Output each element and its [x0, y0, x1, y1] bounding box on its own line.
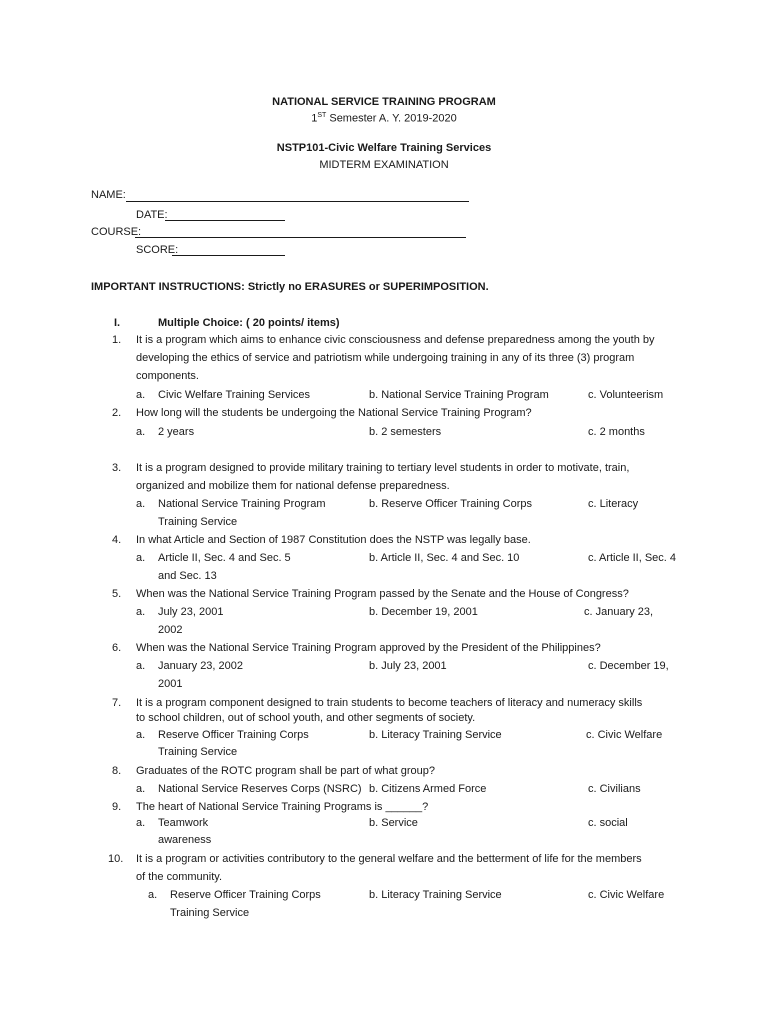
option-b[interactable]: b. Citizens Armed Force — [369, 783, 487, 795]
question-text: It is a program designed to provide military training to tertiary level students in order to motivate, train, — [136, 462, 630, 474]
question-number: 3. — [112, 462, 122, 474]
question-text: The heart of National Service Training Programs is ______? — [136, 801, 429, 813]
option-b[interactable]: b. July 23, 2001 — [369, 660, 447, 672]
option-a-marker: a. — [148, 889, 158, 901]
option-b[interactable]: b. Literacy Training Service — [369, 729, 502, 741]
question-text: It is a program component designed to train students to become teachers of literacy and numeracy skills — [136, 697, 643, 709]
option-a-marker: a. — [136, 817, 146, 829]
option-a[interactable]: Civic Welfare Training Services — [158, 389, 311, 401]
question-text: How long will the students be undergoing the National Service Training Program? — [136, 407, 532, 419]
question-text: components. — [136, 370, 199, 382]
option-b[interactable]: b. 2 semesters — [369, 426, 442, 438]
option-a[interactable]: Reserve Officer Training Corps — [170, 889, 321, 901]
option-c-continuation: and Sec. 13 — [158, 570, 217, 582]
question-number: 6. — [112, 642, 122, 654]
question-number: 1. — [112, 334, 122, 346]
option-c[interactable]: c. Volunteerism — [588, 389, 664, 401]
question-text: of the community. — [136, 871, 222, 883]
option-a[interactable]: January 23, 2002 — [158, 660, 244, 672]
section-title: Multiple Choice: ( 20 points/ items) — [158, 317, 340, 329]
option-c-continuation: 2002 — [158, 624, 183, 636]
question-number: 9. — [112, 801, 122, 813]
question-number: 4. — [112, 534, 122, 546]
option-a-marker: a. — [136, 426, 146, 438]
option-c[interactable]: c. Literacy — [588, 498, 639, 510]
option-c[interactable]: c. January 23, — [584, 606, 654, 618]
course-blank[interactable] — [135, 237, 466, 238]
instructions: IMPORTANT INSTRUCTIONS: Strictly no ERASURES or SUPERIMPOSITION. — [91, 281, 489, 293]
option-a-marker: a. — [136, 552, 146, 564]
option-a-marker: a. — [136, 729, 146, 741]
option-b[interactable]: b. National Service Training Program — [369, 389, 549, 401]
program-title: NATIONAL SERVICE TRAINING PROGRAM — [272, 96, 496, 108]
option-c-continuation: Training Service — [158, 746, 238, 758]
option-b[interactable]: b. Reserve Officer Training Corps — [369, 498, 533, 510]
option-c[interactable]: c. Civic Welfare — [588, 889, 665, 901]
option-a-marker: a. — [136, 498, 146, 510]
option-a[interactable]: National Service Training Program — [158, 498, 326, 510]
option-b[interactable]: b. Literacy Training Service — [369, 889, 502, 901]
question-text: organized and mobilize them for national defense preparedness. — [136, 480, 450, 492]
option-a[interactable]: National Service Reserves Corps (NSRC) — [158, 783, 362, 795]
option-a[interactable]: Reserve Officer Training Corps — [158, 729, 309, 741]
option-a-marker: a. — [136, 389, 146, 401]
option-a[interactable]: Teamwork — [158, 817, 209, 829]
option-c[interactable]: c. December 19, — [588, 660, 669, 672]
question-text: It is a program or activities contributory to the general welfare and the betterment of life for the members — [136, 853, 642, 865]
exam-title: MIDTERM EXAMINATION — [319, 159, 449, 171]
option-b[interactable]: b. Article II, Sec. 4 and Sec. 10 — [369, 552, 520, 564]
option-a-marker: a. — [136, 606, 146, 618]
option-c-continuation: Training Service — [158, 516, 238, 528]
option-c-continuation: Training Service — [170, 907, 250, 919]
name-blank[interactable] — [126, 201, 469, 202]
question-text: Graduates of the ROTC program shall be part of what group? — [136, 765, 435, 777]
question-number: 8. — [112, 765, 122, 777]
question-text: developing the ethics of service and patriotism while undergoing training in any of its three (3) program — [136, 352, 635, 364]
score-blank[interactable] — [172, 255, 285, 256]
option-c-continuation: awareness — [158, 834, 212, 846]
option-c[interactable]: c. Article II, Sec. 4 — [588, 552, 677, 564]
option-a[interactable]: Article II, Sec. 4 and Sec. 5 — [158, 552, 291, 564]
date-label: DATE: — [136, 209, 168, 221]
question-number: 5. — [112, 588, 122, 600]
option-a[interactable]: 2 years — [158, 426, 195, 438]
option-a[interactable]: July 23, 2001 — [158, 606, 224, 618]
option-b[interactable]: b. December 19, 2001 — [369, 606, 478, 618]
option-b[interactable]: b. Service — [369, 817, 418, 829]
semester-line: 1ST Semester A. Y. 2019-2020 — [311, 112, 457, 125]
question-text: In what Article and Section of 1987 Constitution does the NSTP was legally base. — [136, 534, 531, 546]
question-text: When was the National Service Training Program approved by the President of the Philippines? — [136, 642, 601, 654]
option-c[interactable]: c. Civic Welfare — [586, 729, 663, 741]
course-label: COURSE: — [91, 226, 142, 238]
option-a-marker: a. — [136, 783, 146, 795]
question-text: to school children, out of school youth, and other segments of society. — [136, 712, 476, 724]
option-c[interactable]: c. 2 months — [588, 426, 645, 438]
score-label: SCORE: — [136, 244, 179, 256]
section-number: I. — [114, 317, 121, 329]
question-number: 2. — [112, 407, 122, 419]
question-text: When was the National Service Training Program passed by the Senate and the House of Congress? — [136, 588, 629, 600]
question-number: 10. — [108, 853, 124, 865]
question-text: It is a program which aims to enhance civic consciousness and defense preparedness among the youth by — [136, 334, 655, 346]
course-title: NSTP101-Civic Welfare Training Services — [276, 142, 492, 154]
question-number: 7. — [112, 697, 122, 709]
option-c-continuation: 2001 — [158, 678, 183, 690]
name-label: NAME: — [91, 189, 126, 201]
date-blank[interactable] — [165, 220, 285, 221]
option-c[interactable]: c. Civilians — [588, 783, 641, 795]
option-c[interactable]: c. social — [588, 817, 628, 829]
option-a-marker: a. — [136, 660, 146, 672]
